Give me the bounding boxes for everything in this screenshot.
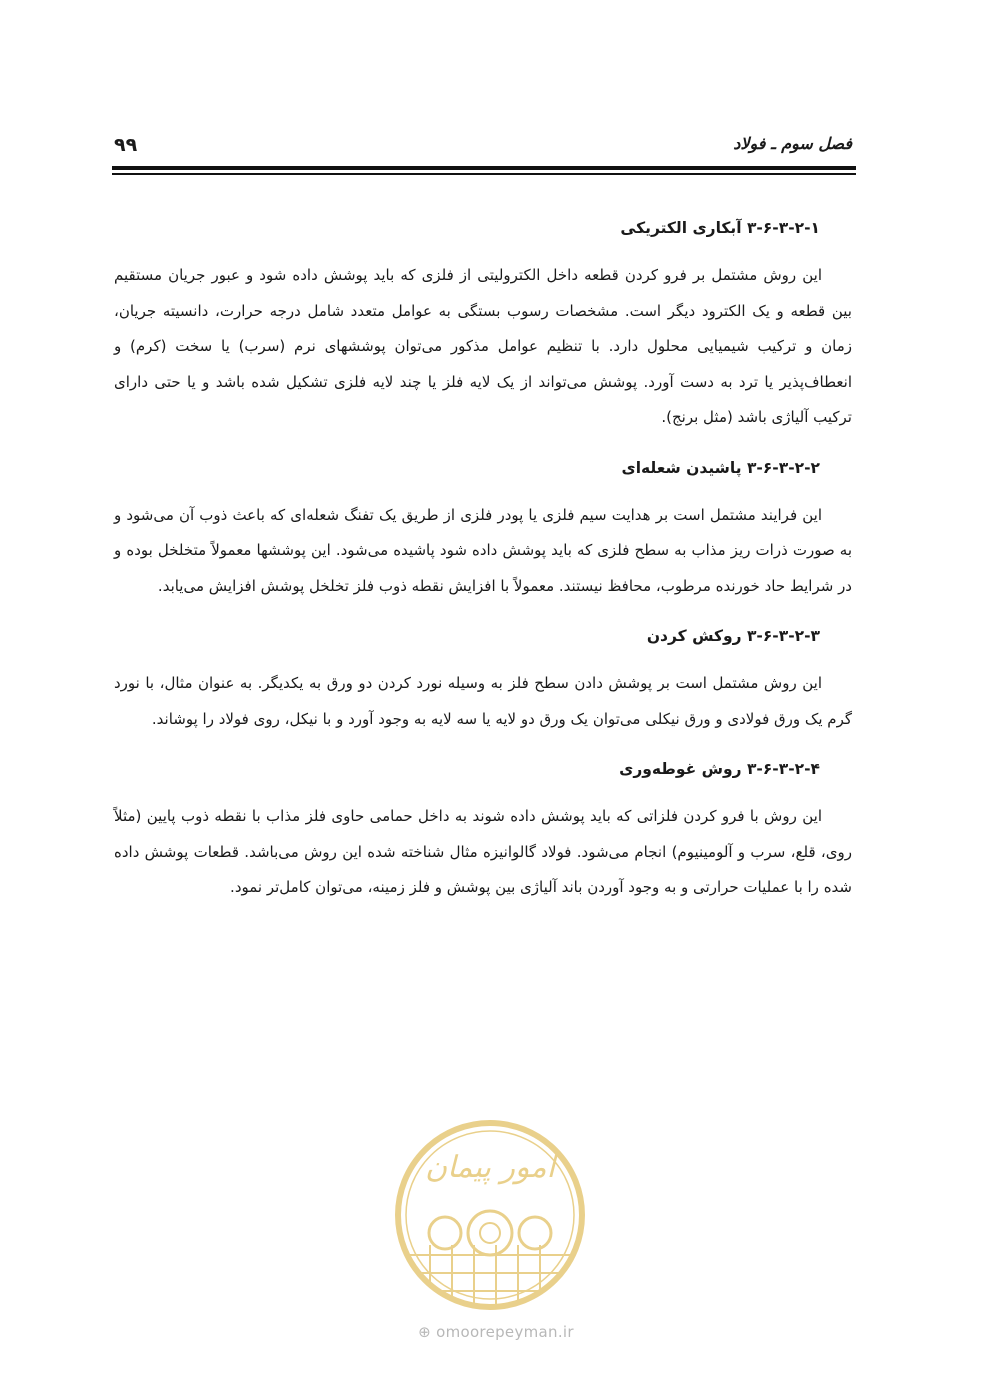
header-rule <box>112 166 856 170</box>
watermark-url-text: omoorepeyman.ir <box>436 1323 574 1341</box>
section-heading: ۳-۶-۳-۲-۴ روش غوطه‌وری <box>619 760 820 778</box>
section-heading: ۳-۶-۳-۲-۱ آبکاری الکتریکی <box>620 219 820 237</box>
section-paragraph: این روش مشتمل بر فرو کردن قطعه داخل الکترولیتی از فلزی که باید پوشش داده شود و عبور جریان مستقیم بین قطعه و یک الکترود دیگر است. مشخصات رسوب بستگی به عوامل متعدد شامل درجه حرارت، دانسیته جریان، زمان و ترکیب شیمیایی محلول دارد. با تنظیم عوامل مذکور می‌توان پوششهای نرم (سرب) یا سخت (کرم) و انعطاف‌پذیر یا ترد به دست آورد. پوشش می‌تواند از یک لایه فلز یا چند لایه فلزی تشکیل شده باشد و یا حتی دارای ترکیب آلیاژی باشد (مثل برنج). <box>114 266 852 426</box>
main-content <box>114 214 852 924</box>
running-title: فصل سوم ـ فولاد <box>733 134 852 153</box>
section-electroplating <box>114 214 852 436</box>
section-paragraph: این روش مشتمل است بر پوشش دادن سطح فلز به وسیله نورد کردن دو ورق به یکدیگر. به عنوان مثال، با نورد گرم یک ورق فولادی و ورق نیکلی می‌توان یک ورق دو لایه یا سه لایه به وجود آورد و با نیکل، روی فولاد را پوشاند. <box>114 674 852 728</box>
header-rule-thin <box>112 173 856 175</box>
watermark-url: ⊕ omoorepeyman.ir <box>418 1323 574 1341</box>
section-cladding <box>114 622 852 737</box>
section-flame-spraying <box>114 454 852 605</box>
watermark-logo-text: امور پیمان <box>425 1150 555 1185</box>
watermark-logo <box>390 1115 590 1315</box>
section-heading: ۳-۶-۳-۲-۳ روکش کردن <box>646 627 820 645</box>
section-heading: ۳-۶-۳-۲-۲ پاشیدن شعله‌ای <box>621 458 820 477</box>
page-header <box>114 128 852 164</box>
page-number: ۹۹ <box>114 134 138 156</box>
section-paragraph: این روش با فرو کردن فلزاتی که باید پوشش داده شوند به داخل حمامی حاوی فلز مذاب با نقطه ذوب پایین (مثلاً روی، قلع، سرب و آلومینیوم) انجام می‌شود. فولاد گالوانیزه مثال شناخته شده این روش می‌باشد. قطعات پوشش داده شده را با عملیات حرارتی و به وجود آوردن باند آلیاژی بین پوشش و فلز زمینه، می‌توان کامل‌تر نمود. <box>114 807 852 896</box>
section-hot-dipping <box>114 755 852 906</box>
section-paragraph: این فرایند مشتمل است بر هدایت سیم فلزی یا پودر فلزی از طریق یک تفنگ شعله‌ای که باعث ذوب آن می‌شود و به صورت ذرات ریز مذاب به سطح فلزی که باید پوشش داده شود پاشیده می‌شود. این پوششها معمولاً متخلخل بوده و در شرایط حاد خورنده مرطوب، محافظ نیستند. معمولاً با افزایش نقطه ذوب فلز تخلخل پوشش افزایش می‌یابد. <box>114 505 852 595</box>
